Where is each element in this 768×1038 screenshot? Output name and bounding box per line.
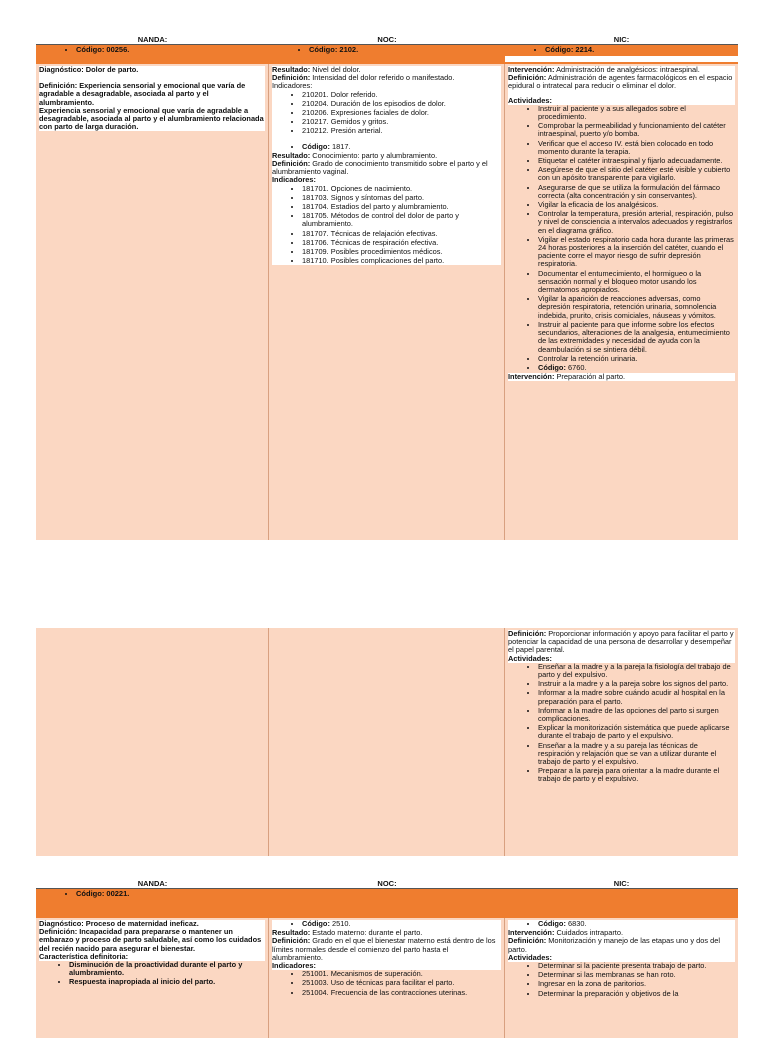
list-item: • Instruir al paciente y a sus allegados sobre el procedimiento. xyxy=(538,105,735,121)
nanda-definition: Definición: Incapacidad para prepararse o mantener un embarazo y proceso de parto saludable, así como los cuidados del recién nacido para asegurar el bienestar. xyxy=(39,928,265,953)
list-item: • Determinar si las membranas se han roto. xyxy=(538,971,735,979)
nic-header: NIC: xyxy=(613,879,630,888)
nanda-cell xyxy=(36,64,269,540)
nic-cell: • Código: 6830. Intervención: Cuidados intraparto. Definición: Monitorización y manejo de las etapas uno y dos del parto. Actividades: • Determinar si la paciente presenta trabajo de parto. • Determinar si las membranas se han roto. • Ingresar en la zona de paritorios. • Determinar la preparación y objetivos de la xyxy=(505,918,738,1038)
list-item: • 181706. Técnicas de respiración efectiva. xyxy=(302,239,501,247)
nic-header: NIC: xyxy=(613,35,630,44)
nic-activities xyxy=(508,663,735,784)
nanda-definition: Definición: Experiencia sensorial y emocional que varía de agradable a desagradable, asociada al parto y el alumbramiento. xyxy=(39,82,265,107)
list-item: • 210217. Gemidos y gritos. xyxy=(302,118,501,126)
table-header xyxy=(36,880,738,889)
nanda-code: • Código: 00221. xyxy=(36,889,269,898)
list-item: • Instruir a la madre y a la pareja sobre los signos del parto. xyxy=(538,680,735,688)
noc-definition-2: Grado de conocimiento transmitido sobre el parto y el alumbramiento vaginal. xyxy=(272,159,488,177)
list-item: • Comprobar la permeabilidad y funcionamiento del catéter intraespinal, puerto y/o bomba. xyxy=(538,122,735,138)
list-item: • Informar a la madre de las opciones del parto si surgen complicaciones. xyxy=(538,707,735,723)
nanda-characteristic: Característica definitoria: xyxy=(39,953,265,961)
nanda-cell xyxy=(36,628,269,856)
list-item: • Código: 6760. xyxy=(538,364,735,372)
noc-header: NOC: xyxy=(377,35,397,44)
noc-result: Estado materno: durante el parto. xyxy=(312,928,423,938)
list-item: • 181709. Posibles procedimientos médicos. xyxy=(302,248,501,256)
nic-code-2: 6760. xyxy=(567,362,587,372)
nic-intervention: Cuidados intraparto. xyxy=(556,928,624,938)
noc-code: • Código: 2102. xyxy=(269,45,505,54)
list-item: • Instruir al paciente para que informe sobre los efectos secundarios, alteraciones de la analgesia, entumecimiento de las extremidades y necesidad de ayuda con la deambulación si se sintiera débil. xyxy=(538,321,735,354)
list-item: • Vigilar el estado respiratorio cada hora durante las primeras 24 horas posteriores a la inserción del catéter, cuando el paciente corre el mayor riesgo de sufrir depresión respiratoria. xyxy=(538,236,735,269)
table-header xyxy=(36,36,738,45)
list-item: • 251004. Frecuencia de las contracciones uterinas. xyxy=(302,989,501,997)
list-item: • Enseñar a la madre y a la pareja la fisiología del trabajo de parto y del expulsivo. xyxy=(538,663,735,679)
list-item: • Ingresar en la zona de paritorios. xyxy=(538,980,735,988)
nic-code: • Código: 2214. xyxy=(505,45,738,54)
list-item: • Enseñar a la madre y a su pareja las técnicas de respiración y relajación que se van a utilizar durante el trabajo de parto y el expulsivo. xyxy=(538,742,735,767)
care-plan-table-1 xyxy=(36,36,738,540)
list-item: • 210212. Presión arterial. xyxy=(302,127,501,135)
noc-header: NOC: xyxy=(377,879,397,888)
nic-activities xyxy=(508,962,735,998)
nic-definition: Monitorización y manejo de las etapas uno y dos del parto. xyxy=(508,936,720,954)
list-item: • Vigilar la aparición de reacciones adversas, como depresión respiratoria, retención urinaria, somnolencia indebida, prurito, crisis comiciales, náuseas y vómitos. xyxy=(538,295,735,320)
nic-code: 6830. xyxy=(567,919,587,928)
nanda-header: NANDA: xyxy=(137,879,168,888)
nanda-definition-2: Experiencia sensorial y emocional que varía de agradable a desagradable, asociada al parto y el alumbramiento relacionada con parto de larga duración. xyxy=(39,105,264,132)
content-row xyxy=(36,628,738,856)
list-item: • 181701. Opciones de nacimiento. xyxy=(302,185,501,193)
noc-definition: Intensidad del dolor referido o manifestado. xyxy=(312,73,455,83)
nic-intervention: Administración de analgésicos: intraespinal. xyxy=(556,65,700,74)
nanda-characteristics xyxy=(39,961,265,987)
noc-definition: Grado en el que el bienestar materno está dentro de los límites normales desde el comienzo del parto hasta el alumbramiento. xyxy=(272,936,496,962)
list-item: • Verificar que el acceso IV. está bien colocado en todo momento durante la terapia. xyxy=(538,140,735,156)
content-row xyxy=(36,918,738,1038)
list-item: • 181705. Métodos de control del dolor de parto y alumbramiento. xyxy=(302,212,501,228)
noc-indicators-2 xyxy=(272,185,501,266)
noc-code-2: 1817. xyxy=(331,141,351,151)
noc-indicators xyxy=(272,970,501,997)
list-item: • Asegúrese de que el sitio del catéter esté visible y cubierto con un apósito transparente para vigilarlo. xyxy=(538,166,735,182)
list-item: • Documentar el entumecimiento, el hormigueo o la sensación normal y el bloqueo motor usando los dermatomos apropiados. xyxy=(538,270,735,295)
list-item: • 251001. Mecanismos de superación. xyxy=(302,970,501,978)
code-row xyxy=(36,889,738,898)
list-item: • Determinar si la paciente presenta trabajo de parto. xyxy=(538,962,735,970)
noc-code: 2510. xyxy=(331,919,351,928)
nic-activities xyxy=(508,105,735,372)
noc-cell: Resultado: Nivel del dolor. Definición: Intensidad del dolor referido o manifestado. Indicadores: • 210201. Dolor referido. • 210204. Duración de los episodios de dolor. • 210206. Expresiones faciales de dolor. • 210217. Gemidos y gritos. • 210212. Presión arterial. • Código: 1817. Resultado: Conocimiento: parto y alumbramiento. Definición: Grado de conocimiento transmitido sobre el parto y el alumbramiento vaginal. Indicadores: • 181701. Opciones de nacimiento. • 181703. Signos y síntomas del parto. • 181704. Estadios del parto y alumbramiento. • 181705. Métodos de control del dolor de parto y alumbramiento. • 181707. Técnicas de relajación efectivas. • 181706. Técnicas de respiración efectiva. • 181709. Posibles procedimientos médicos. • 181710. Posibles complicaciones del parto. xyxy=(269,64,505,540)
nanda-diagnosis: Diagnóstico: Proceso de maternidad ineficaz. xyxy=(39,920,265,928)
care-plan-table-3 xyxy=(36,880,738,1038)
nanda-cell xyxy=(36,918,269,1038)
list-item: • 181710. Posibles complicaciones del parto. xyxy=(302,257,501,265)
noc-result-2: Conocimiento: parto y alumbramiento. xyxy=(312,150,438,160)
list-item: • 210201. Dolor referido. xyxy=(302,91,501,99)
list-item: • 210206. Expresiones faciales de dolor. xyxy=(302,109,501,117)
list-item: • Etiquetar el catéter intraespinal y fijarlo adecuadamente. xyxy=(538,157,735,165)
list-item: • Controlar la temperatura, presión arterial, respiración, pulso y nivel de consciencia a intervalos adecuados y registrarlos en el diagrama gráfico. xyxy=(538,210,735,235)
list-item: • 181704. Estadios del parto y alumbramiento. xyxy=(302,203,501,211)
noc-result: Nivel del dolor. xyxy=(312,65,361,74)
nanda-code: • Código: 00256. xyxy=(36,45,269,54)
list-item: • 251003. Uso de técnicas para facilitar el parto. xyxy=(302,979,501,987)
list-item: • Preparar a la pareja para orientar a la madre durante el trabajo de parto y el expulsivo. xyxy=(538,767,735,783)
content-row xyxy=(36,64,738,540)
noc-cell: • Código: 2510. Resultado: Estado materno: durante el parto. Definición: Grado en el que el bienestar materno está dentro de los límites normales desde el comienzo del parto hasta el alumbramiento. Indicadores: • 251001. Mecanismos de superación. • 251003. Uso de técnicas para facilitar el parto. • 251004. Frecuencia de las contracciones uterinas. xyxy=(269,918,505,1038)
list-item: • Respuesta inapropiada al inicio del parto. xyxy=(69,978,265,986)
nic-cell: Definición: Proporcionar información y apoyo para facilitar el parto y potenciar la capacidad de una persona de desarrollar y desempeñar el papel parental. Actividades: • Enseñar a la madre y a la pareja la fisiología del trabajo de parto y del expulsivo. • Instruir a la madre y a la pareja sobre los signos del parto. • Informar a la madre sobre cuándo acudir al hospital en la preparación para el parto. • Informar a la madre de las opciones del parto si surgen complicaciones. • Explicar la monitorización sistemática que puede aplicarse durante el trabajo de parto y el expulsivo. • Enseñar a la madre y a su pareja las técnicas de respiración y relajación que se van a utilizar durante el trabajo de parto y el expulsivo. • Preparar a la pareja para orientar a la madre durante el trabajo de parto y el expulsivo. xyxy=(505,628,738,856)
nanda-diagnosis: Diagnóstico: Dolor de parto. xyxy=(39,66,265,74)
list-item: • 181703. Signos y síntomas del parto. xyxy=(302,194,501,202)
nic-cell: Intervención: Administración de analgésicos: intraespinal. Definición: Administración de agentes farmacológicos en el espacio epidural o intratecal para reducir o eliminar el dolor. Actividades: • Instruir al paciente y a sus allegados sobre el procedimiento. • Comprobar la permeabilidad y funcionamiento del catéter intraespinal, puerto y/o bomba. • Verificar que el acceso IV. está bien colocado en todo momento durante la terapia. • Etiquetar el catéter intraespinal y fijarlo adecuadamente. • Asegúrese de que el sitio del catéter esté visible y cubierto con un apósito transparente para vigilarlo. • Asegurarse de que se utiliza la formulación del fármaco correcta (alta concentración y sin conservantes). • Vigilar la eficacia de los analgésicos. • Controlar la temperatura, presión arterial, respiración, pulso y nivel de consciencia a intervalos adecuados y registrarlos en el diagrama gráfico. • Vigilar el estado respiratorio cada hora durante las primeras 24 horas posteriores a la inserción del catéter, cuando el paciente corre el mayor riesgo de sufrir depresión respiratoria. • Documentar el entumecimiento, el hormigueo o la sensación normal y el bloqueo motor usando los dermatomos apropiados. • Vigilar la aparición de reacciones adversas, como depresión respiratoria, retención urinaria, somnolencia indebida, prurito, crisis comiciales, náuseas y vómitos. • Instruir al paciente para que informe sobre los efectos secundarios, alteraciones de la analgesia, entumecimiento de las extremidades y necesidad de ayuda con la deambulación si se sintiera débil. • Controlar la retención urinaria. • Código: 6760. Intervención: Preparación al parto. xyxy=(505,64,738,540)
nanda-header: NANDA: xyxy=(137,35,168,44)
code-row xyxy=(36,45,738,54)
nic-definition: Administración de agentes farmacológicos en el espacio epidural o intratecal para reducir o eliminar el dolor. xyxy=(508,73,733,91)
noc-cell xyxy=(269,628,505,856)
list-item: • Vigilar la eficacia de los analgésicos. xyxy=(538,201,735,209)
list-item: • 181707. Técnicas de relajación efectivas. xyxy=(302,230,501,238)
list-item: • Informar a la madre sobre cuándo acudir al hospital en la preparación para el parto. xyxy=(538,689,735,705)
nic-intervention-2: Preparación al parto. xyxy=(556,372,626,382)
list-item: • Disminución de la proactividad durante el parto y alumbramiento. xyxy=(69,961,265,977)
list-item: • Controlar la retención urinaria. xyxy=(538,355,735,363)
nic-definition: Proporcionar información y apoyo para facilitar el parto y potenciar la capacidad de una persona de desarrollar y desempeñar el papel parental. xyxy=(508,629,734,655)
list-item: • 210204. Duración de los episodios de dolor. xyxy=(302,100,501,108)
list-item: • Determinar la preparación y objetivos de la xyxy=(538,990,735,998)
list-item: • Explicar la monitorización sistemática que puede aplicarse durante el trabajo de parto y el expulsivo. xyxy=(538,724,735,740)
list-item: • Asegurarse de que se utiliza la formulación del fármaco correcta (alta concentración y sin conservantes). xyxy=(538,184,735,200)
noc-indicators xyxy=(272,91,501,136)
care-plan-table-2 xyxy=(36,628,738,856)
